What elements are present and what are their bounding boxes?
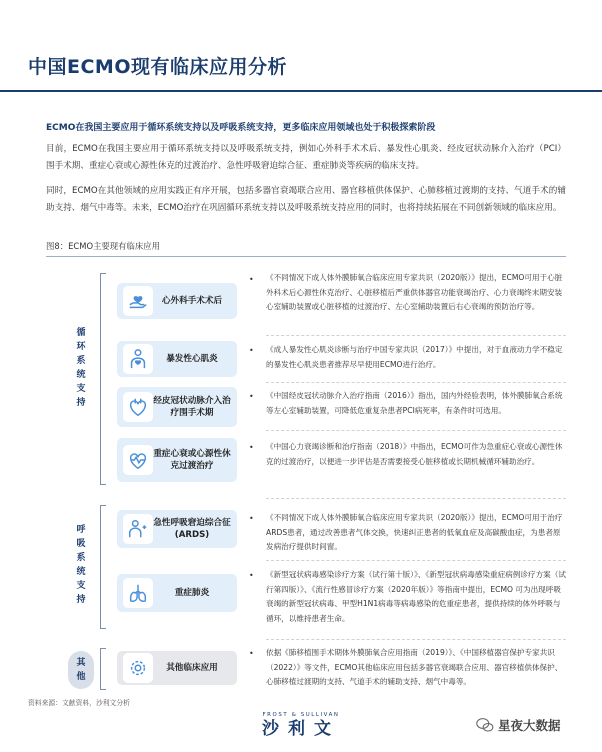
app-name: 重症心衰或心源性休克过渡治疗 <box>153 449 231 471</box>
bullet: • <box>249 346 254 355</box>
group-label-text: 呼吸系统支持 <box>76 525 86 605</box>
app-description: 依据《肺移植围手术期体外膜肺氧合应用指南（2019）》、《中国移植器官保护专家共识（2022）》等文件，ECMO其他临床应用包括多器官衰竭联合应用、器官移植供体保护、心肺移植过渡期的支持、气道手术的辅助支持、烟气中毒等。 <box>266 648 563 686</box>
page-title: 中国ECMO现有临床应用分析 <box>28 56 287 78</box>
person-heart-icon <box>123 344 153 374</box>
app-description: 《中国心力衰竭诊断和治疗指南（2018）》中指出，ECMO可作为急重症心衰或心源性休克的过渡治疗，以便进一步评估是否需要接受心脏移植或长期机械循环辅助治疗。 <box>266 442 563 466</box>
bullet: • <box>249 275 254 284</box>
logo-subtitle: FROST & SULLIVAN <box>262 712 340 718</box>
group-label-other <box>68 651 94 689</box>
app-name: 重症肺炎 <box>174 588 210 598</box>
source-note: 资料来源：文献资料，沙利文分析 <box>28 699 130 707</box>
figure-caption: 图8：ECMO主要现有临床应用 <box>46 241 161 251</box>
app-name: 暴发性心肌炎 <box>166 354 218 364</box>
intro-paragraph: 目前，ECMO在我国主要应用于循环系统支持以及呼吸系统支持，例如心外科手术术后、暴发性心肌炎、经皮冠状动脉介入治疗（PCI）围手术期、重症心衰或心源性休克的过渡治疗、急性呼吸窘迫综合征、重症肺炎等疾病的临床支持。 <box>46 144 566 171</box>
app-description: 《成人暴发性心肌炎诊断与治疗中国专家共识（2017）》中提出，对于血液动力学不稳定的暴发性心肌炎患者推荐尽早使用ECMO进行治疗。 <box>266 345 563 369</box>
row-divider <box>266 639 566 640</box>
bullet: • <box>249 649 254 658</box>
group-label-circulatory <box>68 318 94 418</box>
group-label-text: 其他 <box>76 658 86 682</box>
app-name: 心外科手术术后 <box>161 296 223 306</box>
section-subtitle: ECMO在我国主要应用于循环系统支持以及呼吸系统支持，更多临床应用领域也处于积极探索阶段 <box>46 123 436 133</box>
group-label-respiratory <box>68 520 94 610</box>
bullet: • <box>249 443 254 452</box>
app-description: 《新型冠状病毒感染诊疗方案（试行第十版）》、《新型冠状病毒感染重症病例诊疗方案（试行第四版）》、《流行性感冒诊疗方案（2020年版）》等指南中提出，ECMO 可为出现呼吸衰竭的新型冠状病毒、甲型H1N1病毒等病毒感染的危重症患者，提供持续的体外呼吸与循环，以维持患者生命。 <box>266 570 566 623</box>
bullet: • <box>249 514 254 523</box>
row-divider <box>266 382 566 383</box>
app-box-myocarditis <box>117 341 237 377</box>
row-divider <box>266 560 566 561</box>
patient-icon <box>123 514 153 544</box>
row-divider <box>266 498 566 499</box>
bullet: • <box>249 571 254 580</box>
frost-sullivan-logo <box>226 712 376 740</box>
heart-vessel-icon <box>123 392 153 422</box>
group-bracket <box>100 505 106 629</box>
app-box-other <box>117 651 237 685</box>
app-box-heart-failure <box>117 438 237 482</box>
row-divider <box>266 335 566 336</box>
heart-pulse-icon <box>123 445 153 475</box>
watermark <box>476 716 561 734</box>
app-box-pci <box>117 387 237 427</box>
figure-divider <box>46 256 566 257</box>
watermark-text: 星夜大数据 <box>498 718 561 733</box>
gear-group-icon <box>123 653 153 683</box>
app-name: 急性呼吸窘迫综合征 (ARDS) <box>153 518 231 540</box>
app-description: 《中国经皮冠状动脉介入治疗指南（2016）》指出，国内外经验表明，体外膜肺氧合系统等左心室辅助装置，可降低危重复杂患者PCI病死率，有条件时可选用。 <box>266 391 563 415</box>
app-box-ards <box>117 510 237 548</box>
lungs-icon <box>123 578 153 608</box>
app-name: 其他临床应用 <box>166 663 218 673</box>
app-description: 《不同情况下成人体外膜肺氧合临床应用专家共识（2020版）》提出，ECMO可用于心脏外科术后心源性休克治疗、心脏移植后严重供体器官功能衰竭治疗、心力衰竭终末期安装心室辅助装置或心脏移植的过渡治疗、左心室辅助装置后右心衰竭的预防治疗等。 <box>266 273 563 311</box>
outlook-paragraph: 同时，ECMO在其他领域的应用实践正有序开展，包括多器官衰竭联合应用、器官移植供体保护、心肺移植过渡期的支持、气道手术的辅助支持、烟气中毒等。未来，ECMO治疗在巩固循环系统支持以及呼吸系统支持应用的同时，也将持续拓展在不同创新领域的临床应用。 <box>46 186 566 213</box>
wechat-icon <box>476 717 494 733</box>
bullet: • <box>249 392 254 401</box>
app-description: 《不同情况下成人体外膜肺氧合临床应用专家共识（2020版）》提出，ECMO可用于治疗ARDS患者，通过改善患者气体交换，快速纠正患者的低氧血症及高碳酸血症，为患者原发病治疗提供时间窗。 <box>266 513 563 551</box>
app-box-severe-pneumonia <box>117 574 237 612</box>
group-bracket <box>100 273 106 485</box>
app-box-cardiac-surgery <box>117 283 237 319</box>
row-divider <box>266 430 566 431</box>
hand-heart-icon <box>123 286 153 316</box>
title-divider <box>0 90 602 92</box>
logo-main: 沙利文 <box>262 719 340 739</box>
group-bracket <box>100 648 106 690</box>
app-name: 经皮冠状动脉介入治疗围手术期 <box>153 396 231 418</box>
group-label-text: 循环系统支持 <box>76 328 86 408</box>
